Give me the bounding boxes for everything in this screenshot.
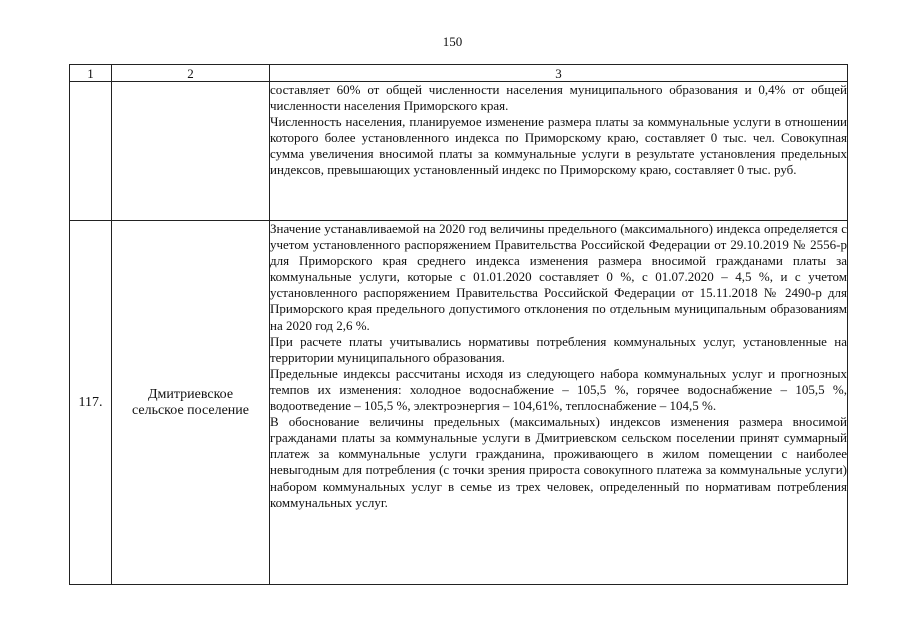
municipality-name	[112, 82, 270, 221]
paragraph: составляет 60% от общей численности населения муниципального образования и 0,4% от общей численности населения Приморского края.	[270, 82, 847, 114]
row-description	[270, 82, 848, 221]
row-number	[70, 82, 112, 221]
paragraph: При расчете платы учитывались нормативы потребления коммунальных услуг, установленные на территории муниципального образования.	[270, 333, 847, 365]
table-header-row	[70, 65, 848, 82]
municipality-name-line: сельское поселение	[132, 402, 249, 418]
municipality-name-line: Дмитриевское	[147, 386, 234, 402]
header-col-1: 1	[70, 65, 112, 82]
municipality-name	[112, 221, 270, 585]
table-row	[70, 221, 848, 585]
row-description	[270, 221, 848, 585]
header-col-2: 2	[112, 65, 270, 82]
row-number: 117.	[70, 221, 112, 585]
paragraph: Предельные индексы рассчитаны исходя из следующего набора коммунальных услуг и прогнозных темпов их изменения: холодное водоснабжение – 105,5 %, горячее водоснабжение – 105,5 %, водоотведение – 105,5 %, электроэнергия – 104,61%, теплоснабжение – 104,5 %.	[270, 365, 847, 414]
paragraph: Численность населения, планируемое изменение размера платы за коммунальные услуги в отношении которого более установленного индекса по Приморскому краю, составляет 0 тыс. чел. Совокупная сумма увеличения вносимой платы за коммунальные услуги в результате установления предельных индексов, превышающих установленный индекс по Приморскому краю, составляет 0 тыс. руб.	[270, 114, 847, 178]
paragraph: В обоснование величины предельных (максимальных) индексов изменения размера вносимой гражданами платы за коммунальные услуги в Дмитриевском сельском поселении принят суммарный платеж за коммунальные услуги гражданина, проживающего в жилом помещении с наиболее невыгодным для потребления (с точки зрения прироста совокупного платежа за коммунальные услуги) набором коммунальных услуг в семье из трех человек, определенный по нормативам потребления коммунальных услуг.	[270, 414, 847, 510]
page-number: 150	[442, 34, 463, 49]
table-row	[70, 82, 848, 221]
paragraph: Значение устанавливаемой на 2020 год величины предельного (максимального) индекса определяется с учетом установленного распоряжением Правительства Российской Федерации от 29.10.2019 № 2556-р для Приморского края среднего индекса изменения размера вносимой гражданами платы за коммунальные услуги, которые с 01.01.2020 составляет 0 %, с 01.07.2020 – 4,5 %, и с учетом установленного распоряжением Правительства Российской Федерации от 15.11.2018 № 2490-р для Приморского края предельного допустимого отклонения по отдельным муниципальным образованиям на 2020 год 2,6 %.	[270, 221, 847, 333]
header-col-3: 3	[270, 65, 848, 82]
document-table	[69, 64, 848, 585]
